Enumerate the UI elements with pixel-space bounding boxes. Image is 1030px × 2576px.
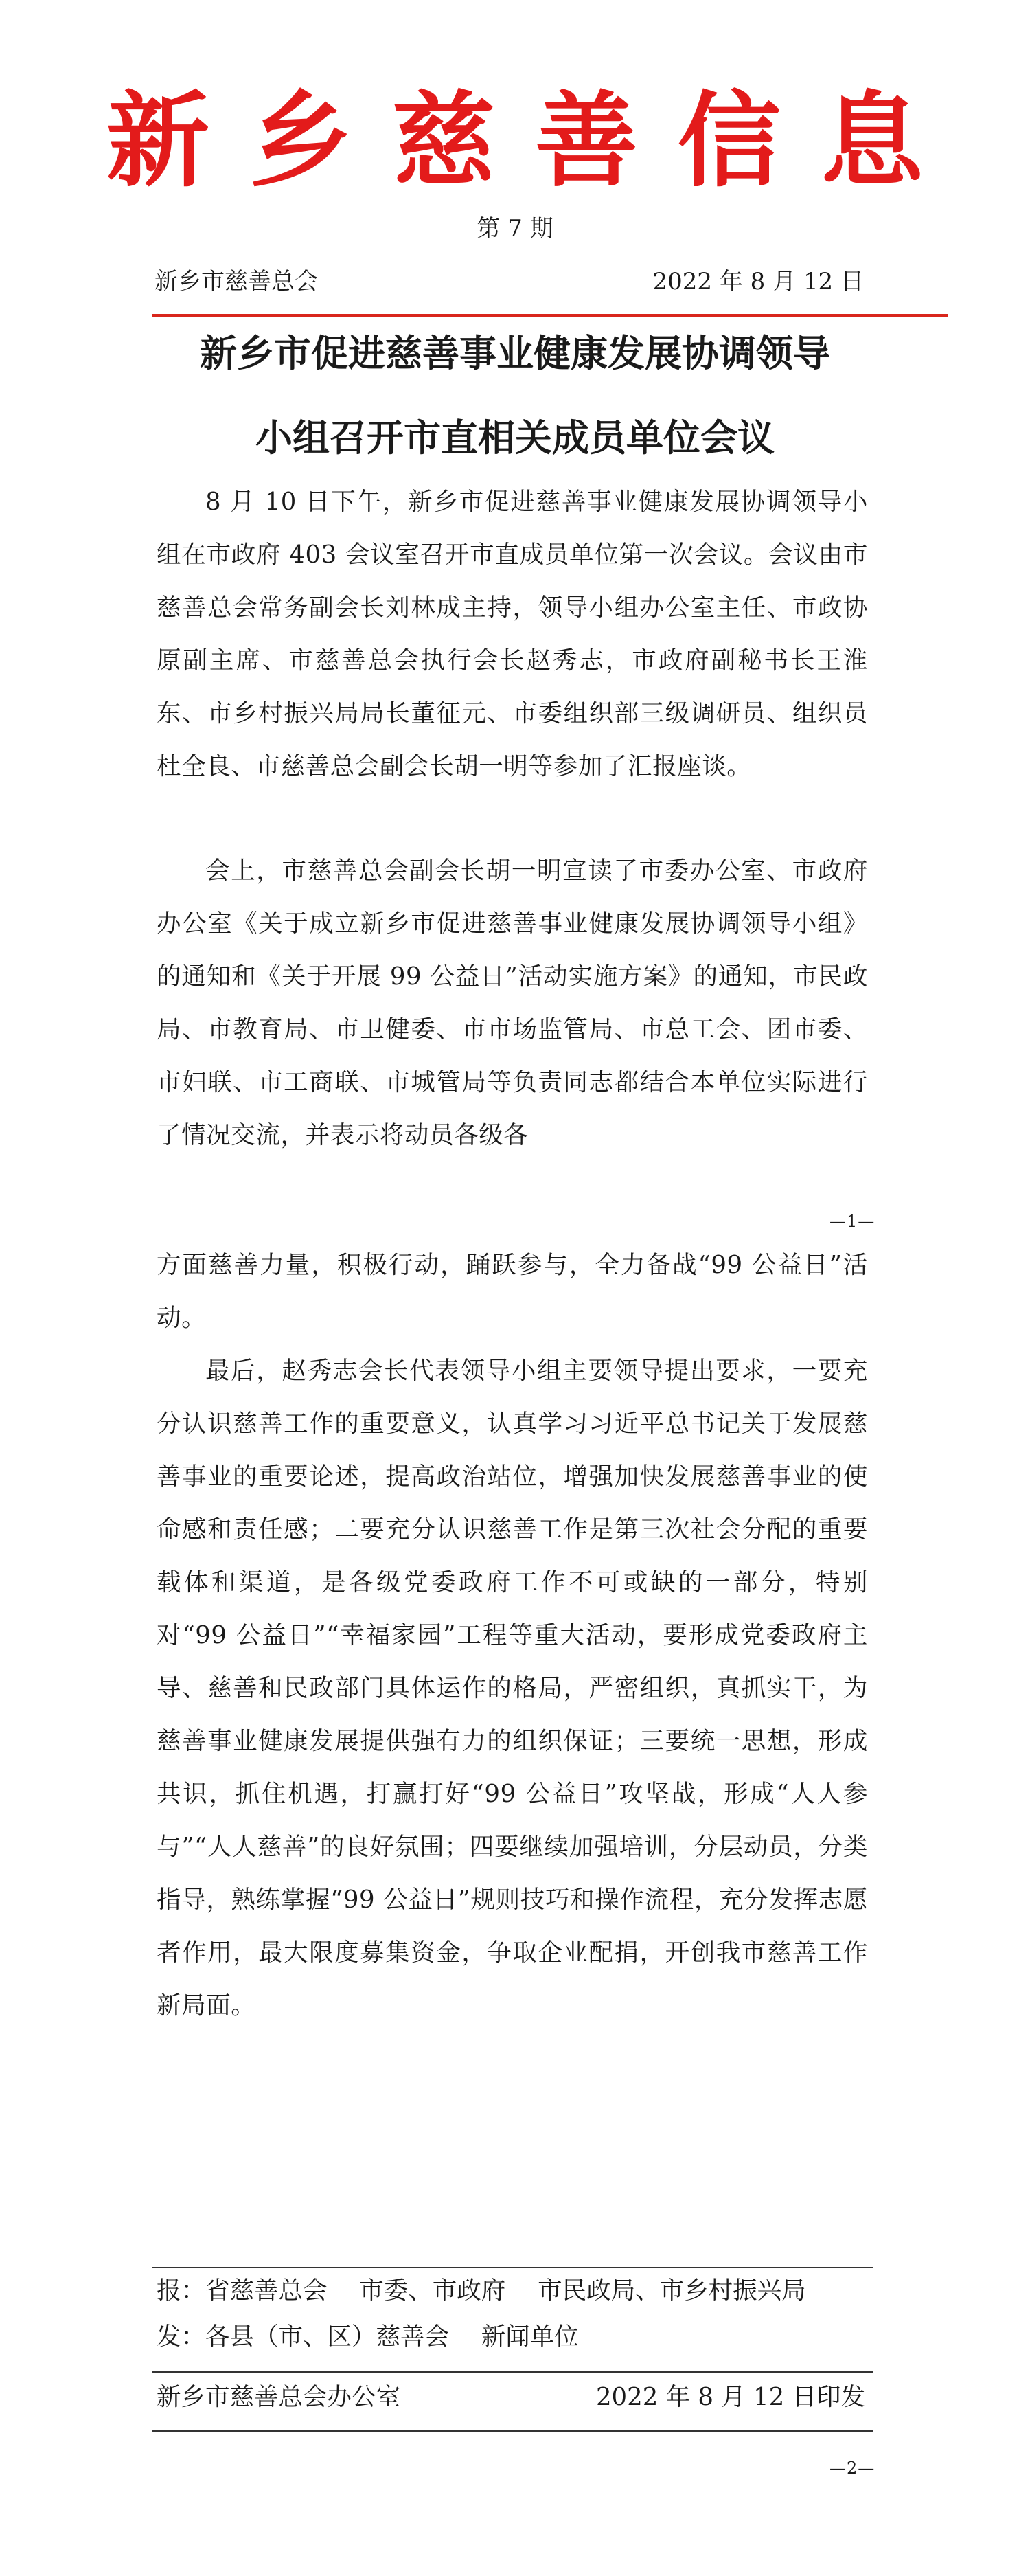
page-number-1: —1—	[829, 1212, 876, 1231]
article-paragraph-2-continued: 方面慈善力量，积极行动，踊跃参与，全力备战“99 公益日”活动。	[157, 1251, 868, 1332]
article-title-line-1: 新乡市促进慈善事业健康发展协调领导	[200, 332, 830, 375]
footer-send-to: 发：各县（市、区）慈善会 新闻单位	[157, 2323, 579, 2351]
article-title-line-2: 小组召开市直相关成员单位会议	[255, 416, 775, 460]
issue-number: 第 7 期	[477, 215, 553, 242]
footer-bottom-rule	[152, 2430, 873, 2432]
footer-top-rule	[152, 2267, 873, 2268]
footer-report-to: 报：省慈善总会 市委、市政府 市民政局、市乡村振兴局	[157, 2276, 806, 2305]
article-paragraph-1: 8 月 10 日下午，新乡市促进慈善事业健康发展协调领导小组在市政府 403 会议室召开市直成员单位第一次会议。会议由市慈善总会常务副会长刘林成主持，领导小组办公室主任、市政协原副主席、市慈善总会执行会长赵秀志，市政府副秘书长王淮东、市乡村振兴局局长董征元、市委组织部三级调研员、组织员杜全良、市慈善总会副会长胡一明等参加了汇报座谈。	[157, 488, 868, 780]
publish-date: 2022 年 8 月 12 日	[652, 268, 864, 295]
footer-middle-rule	[152, 2371, 873, 2373]
article-paragraph-3: 最后，赵秀志会长代表领导小组主要领导提出要求，一要充分认识慈善工作的重要意义，认真学习习近平总书记关于发展慈善事业的重要论述，提高政治站位，增强加快发展慈善事业的使命感和责任感；二要充分认识慈善工作是第三次社会分配的重要载体和渠道，是各级党委政府工作不可或缺的一部分，特别对“99 公益日”“幸福家园”工程等重大活动，要形成党委政府主导、慈善和民政部门具体运作的格局，严密组织，真抓实干，为慈善事业健康发展提供强有力的组织保证；三要统一思想，形成共识，抓住机遇，打赢打好“99 公益日”攻坚战，形成“人人参与”“人人慈善”的良好氛围；四要继续加强培训，分层动员，分类指导，熟练掌握“99 公益日”规则技巧和操作流程，充分发挥志愿者作用，最大限度募集资金，争取企业配捐，开创我市慈善工作新局面。	[157, 1357, 868, 2020]
article-paragraph-2: 会上，市慈善总会副会长胡一明宣读了市委办公室、市政府办公室《关于成立新乡市促进慈善事业健康发展协调领导小组》的通知和《关于开展 99 公益日”活动实施方案》的通知，市民政局、市教育局、市卫健委、市市场监管局、市总工会、团市委、市妇联、市工商联、市城管局等负责同志都结合本单位实际进行了情况交流，并表示将动员各级各	[157, 857, 868, 1149]
header-red-rule	[152, 314, 948, 317]
page-number-2: —2—	[829, 2459, 876, 2478]
publisher-name: 新乡市慈善总会	[154, 268, 318, 295]
masthead-title: 新乡慈善信息	[106, 80, 963, 201]
footer-issuer: 新乡市慈善总会办公室	[157, 2383, 401, 2411]
footer-issue-date: 2022 年 8 月 12 日印发	[595, 2383, 865, 2411]
